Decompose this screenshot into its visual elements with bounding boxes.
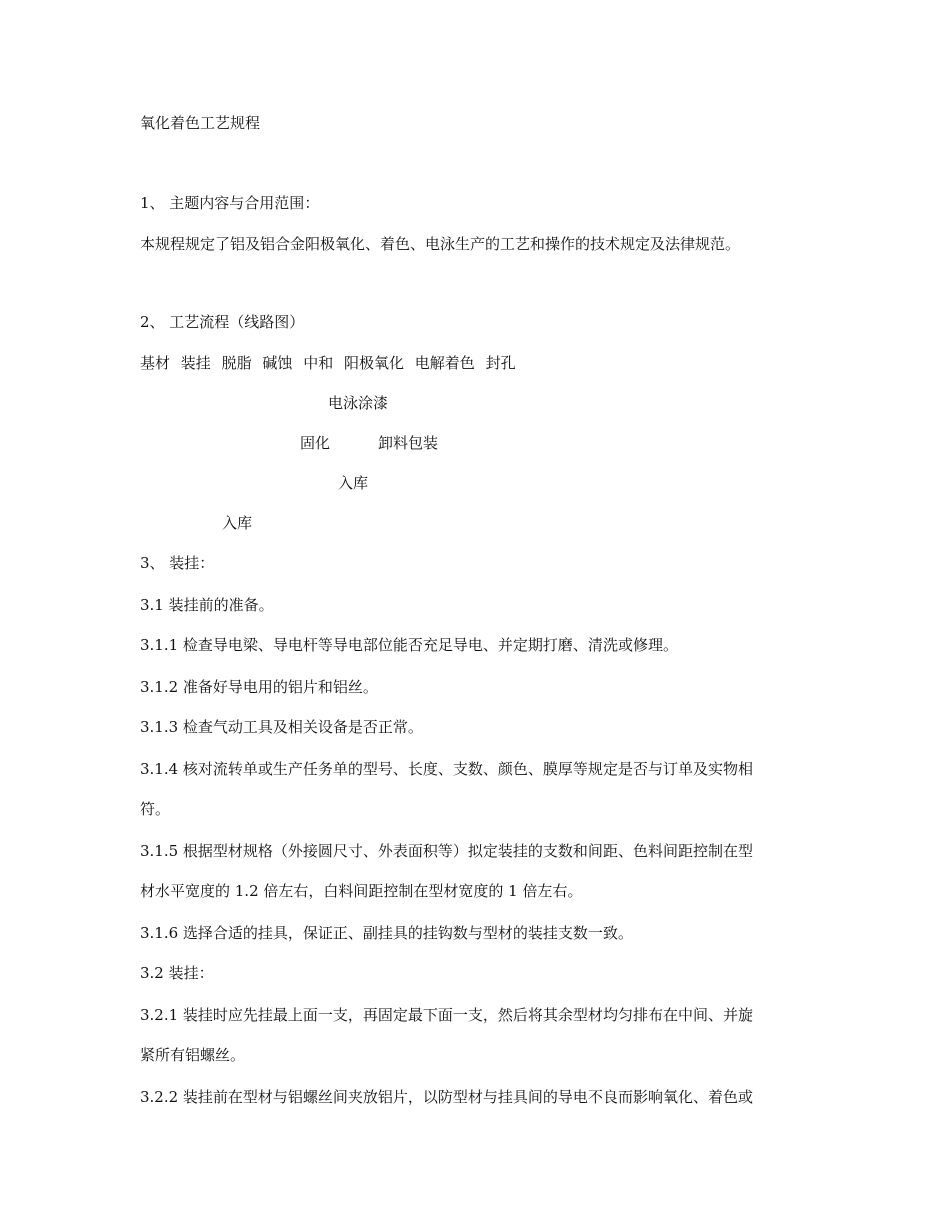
paragraph-3-1-5-line2: 材水平宽度的 1.2 倍左右，白料间距控制在型材宽度的 1 倍左右。 — [140, 882, 583, 900]
paragraph-3-1: 3.1 装挂前的准备。 — [140, 596, 274, 614]
flow-branch-electrophoresis: 电泳涂漆 — [328, 394, 389, 412]
process-flow-main — [140, 353, 522, 373]
flow-step: 中和 — [303, 354, 334, 372]
flow-step: 碱蚀 — [262, 354, 293, 372]
flow-unload-pack: 卸料包装 — [378, 434, 439, 452]
document-title: 氧化着色工艺规程 — [140, 114, 261, 132]
flow-store-1: 入库 — [338, 474, 369, 492]
paragraph-3-1-1: 3.1.1 检查导电梁、导电杆等导电部位能否充足导电、并定期打磨、清洗或修理。 — [140, 636, 678, 654]
paragraph-3-1-5-line1: 3.1.5 根据型材规格（外接圆尺寸、外表面积等）拟定装挂的支数和间距、色料间距控制在型 — [140, 842, 753, 860]
paragraph-3-1-2: 3.1.2 准备好导电用的铝片和铝丝。 — [140, 678, 378, 696]
section2-heading: 2、 工艺流程（线路图） — [140, 313, 305, 331]
section1-heading: 1、 主题内容与合用范围： — [140, 194, 320, 212]
paragraph-3-2-2-line1: 3.2.2 装挂前在型材与铝螺丝间夹放铝片，以防型材与挂具间的导电不良而影响氧化、着色或 — [140, 1088, 753, 1106]
flow-step: 封孔 — [485, 354, 516, 372]
paragraph-3-1-4-line2: 符。 — [140, 800, 171, 818]
paragraph-3-1-6: 3.1.6 选择合适的挂具，保证正、副挂具的挂钩数与型材的装挂支数一致。 — [140, 924, 633, 942]
paragraph-3-2-1-line2: 紧所有铝螺丝。 — [140, 1046, 246, 1064]
flow-store-2: 入库 — [222, 514, 253, 532]
paragraph-3-1-4-line1: 3.1.4 核对流转单或生产任务单的型号、长度、支数、颜色、膜厚等规定是否与订单及实物相 — [140, 760, 753, 778]
section1-text: 本规程规定了铝及铝合金阳极氧化、着色、电泳生产的工艺和操作的技术规定及法律规范。 — [140, 235, 741, 253]
flow-step: 电解着色 — [414, 354, 475, 372]
flow-step: 阳极氧化 — [343, 354, 404, 372]
flow-step: 基材 — [140, 354, 171, 372]
paragraph-3-2-1-line1: 3.2.1 装挂时应先挂最上面一支，再固定最下面一支，然后将其余型材均匀排布在中间、并旋 — [140, 1006, 753, 1024]
flow-step: 脱脂 — [221, 354, 252, 372]
flow-step: 装挂 — [180, 354, 211, 372]
flow-cure: 固化 — [300, 434, 331, 452]
paragraph-3-2: 3.2 装挂： — [140, 964, 214, 982]
paragraph-3-1-3: 3.1.3 检查气动工具及相关设备是否正常。 — [140, 718, 423, 736]
section3-heading: 3、 装挂： — [140, 554, 215, 572]
